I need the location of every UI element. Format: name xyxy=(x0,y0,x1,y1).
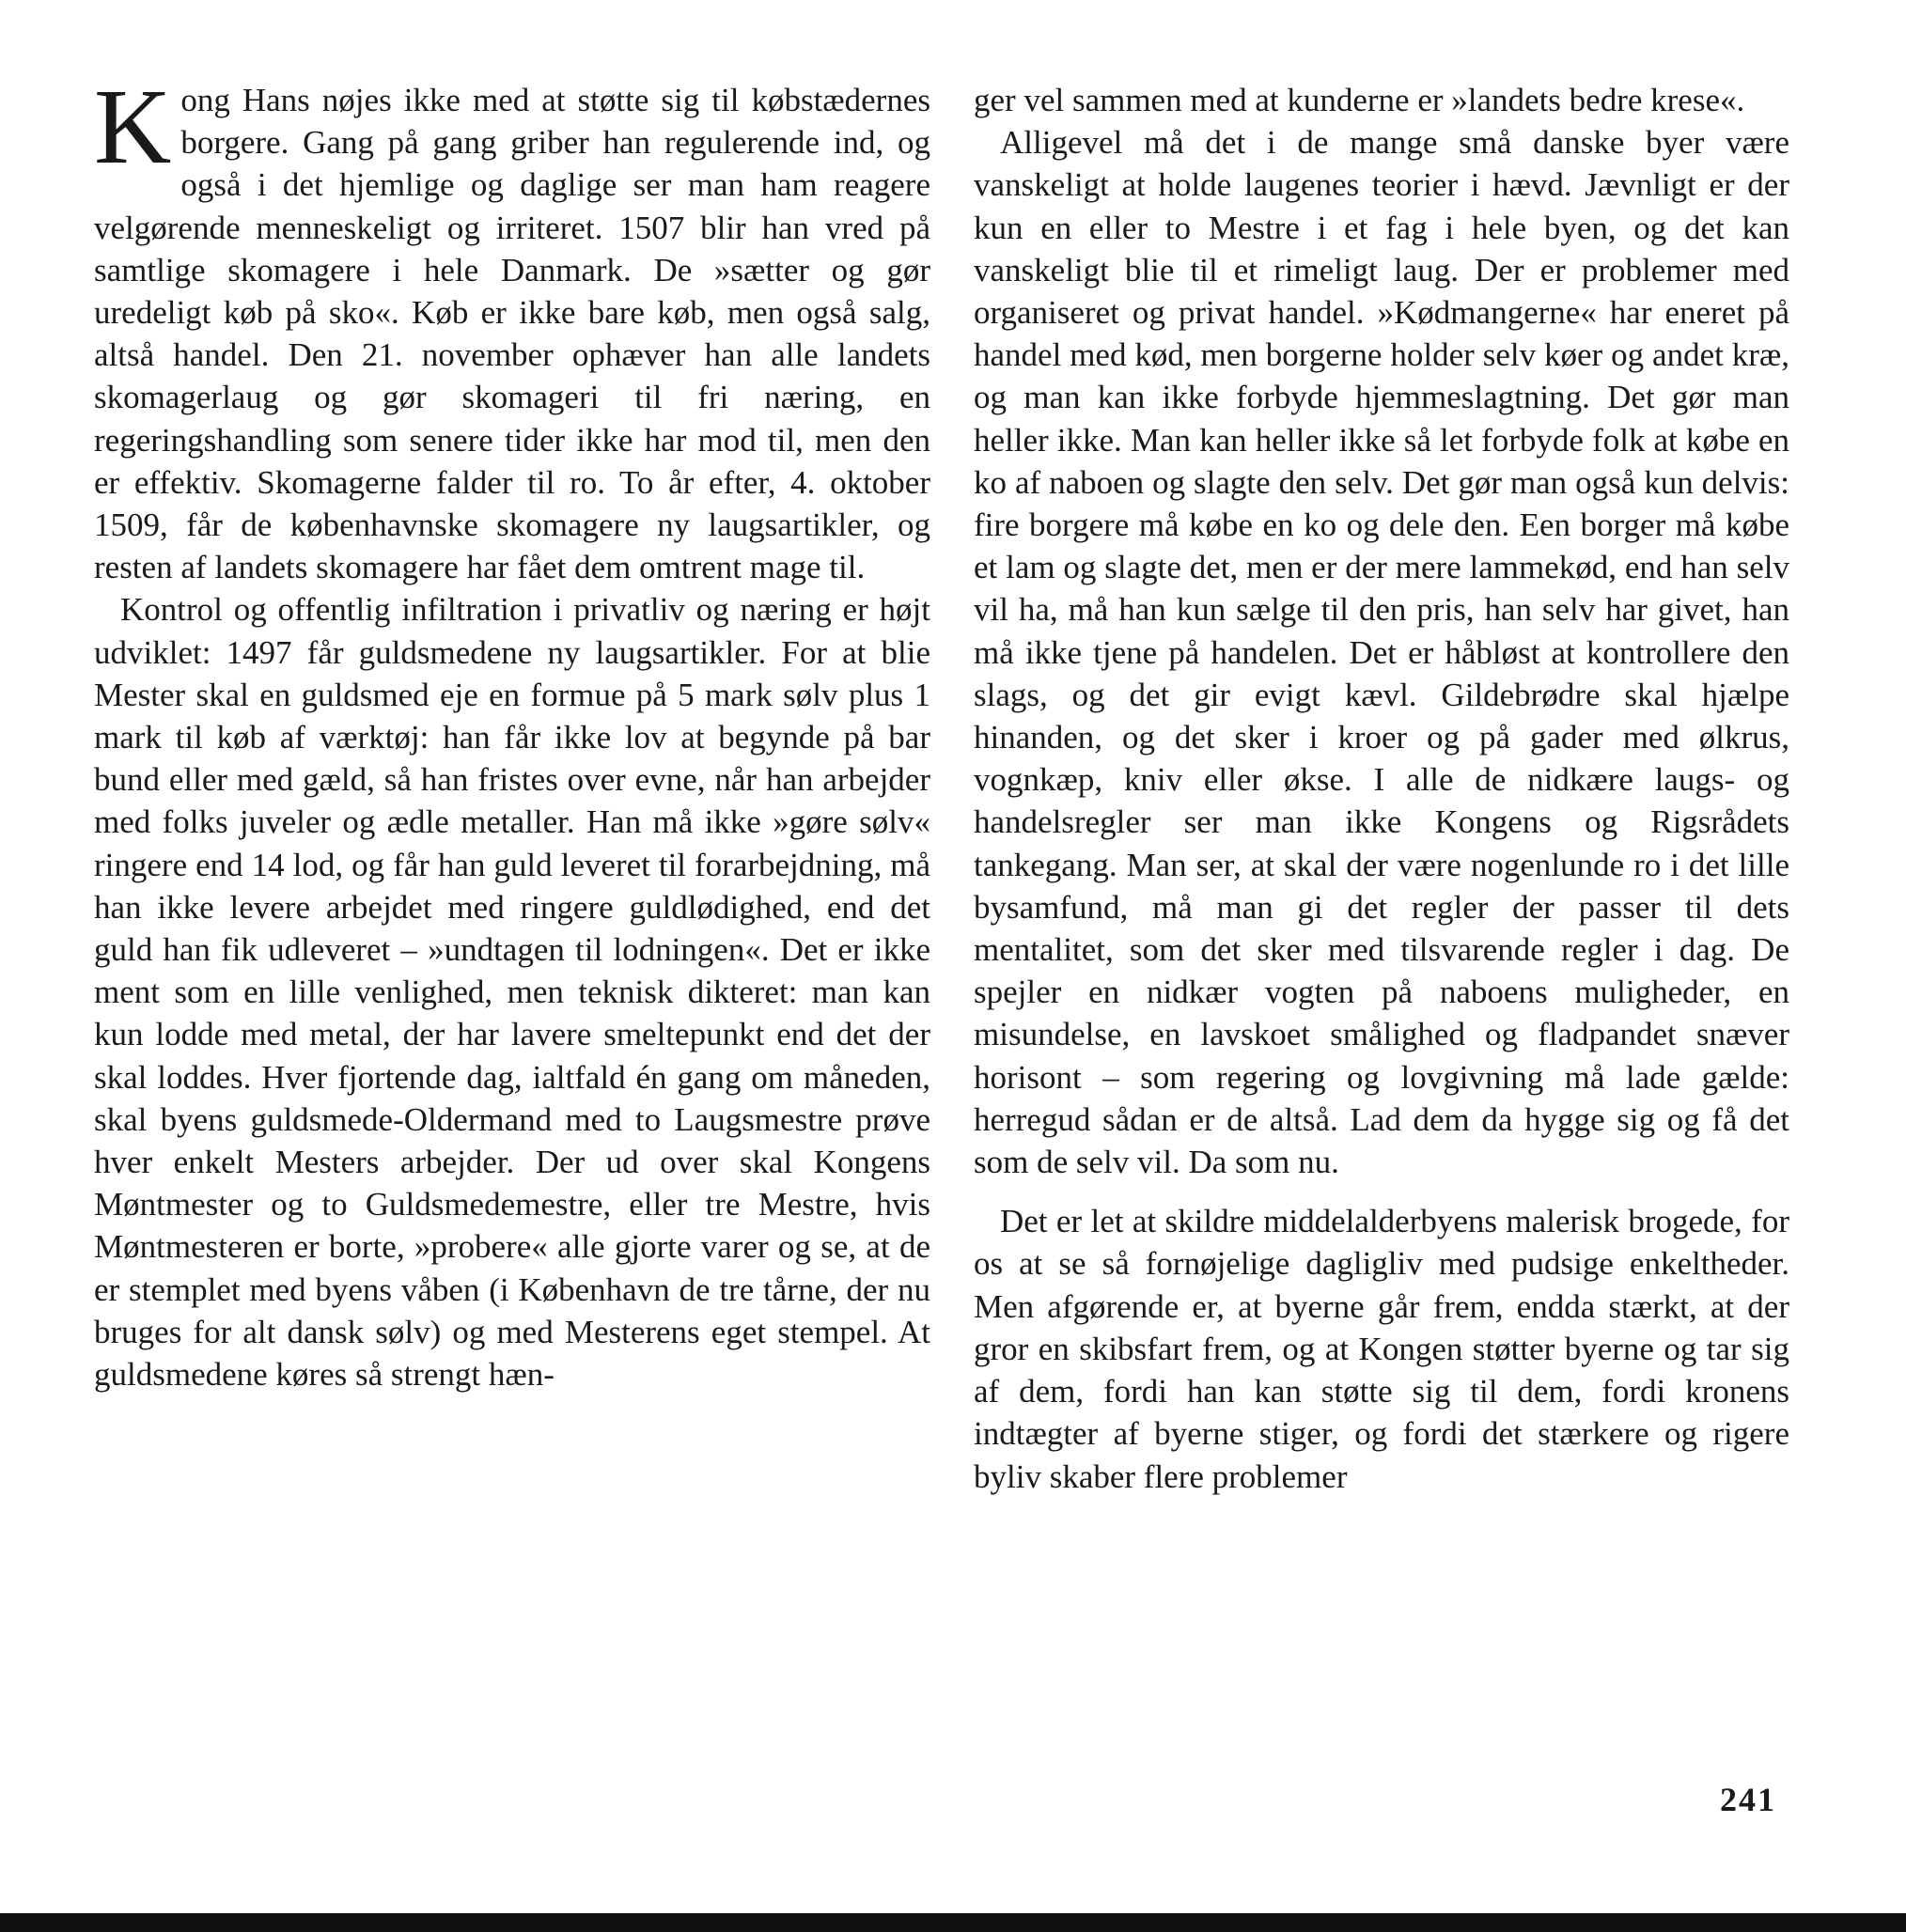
page-number: 241 xyxy=(1720,1781,1776,1818)
drop-cap-letter: K xyxy=(94,67,172,186)
left-paragraph-1-text: ong Hans nøjes ikke med at støtte sig til købstædernes borgere. Gang på gang griber han regulerende ind, og også i det hjemlige og daglige ser man ham reagere velgørende menneskeligt og irriteret. 1507 blir han vred på samtlige skomagere i hele Danmark. De »sætter og gør uredeligt køb på sko«. Køb er ikke bare køb, men også salg, altså handel. Den 21. november ophæver han alle landets skomagerlaug og gør skomageri til fri næring, en regeringshandling som senere tider ikke har mod til, men den er effektiv. Skomagerne falder til ro. To år efter, 4. oktober 1509, får de københavnske skomagere ny laugsartikler, og resten af landets skomagere har fået dem omtrent mage til. xyxy=(94,82,930,586)
right-paragraph-1: ger vel sammen med at kunderne er »landets bedre krese«. xyxy=(974,82,1745,118)
left-paragraph-1 xyxy=(94,67,930,588)
bottom-edge-band xyxy=(0,1913,1906,1932)
right-paragraph-2: Alligevel må det i de mange små danske byer være vanskeligt at holde laugenes teorier i hævd. Jævnligt er der kun en eller to Mestre i et fag i hele byen, og det kan vanskeligt blie til et rimeligt laug. Der er problemer med organiseret og privat handel. »Kødmangerne« har eneret på handel med kød, men borgerne holder selv køer og andet kræ, og man kan ikke forbyde hjemmeslagtning. Det gør man heller ikke. Man kan heller ikke så let forbyde folk at købe en ko af naboen og slagte den selv. Det gør man også kun delvis: fire borgere må købe en ko og dele den. Een borger må købe et lam og slagte det, men er der mere lammekød, end han selv vil ha, må han kun sælge til den pris, han selv har givet, han må ikke tjene på handelen. Det er håbløst at kontrollere den slags, og det gir evigt kævl. Gildebrødre skal hjælpe hinanden, og det sker i kroer og på gader med ølkrus, vognkæp, kniv eller økse. I alle de nidkære laugs- og handelsregler ser man ikke Kongens og Rigsrådets tankegang. Man ser, at skal der være nogenlunde ro i det lille bysamfund, må man gi det regler der passer til dets mentalitet, som det sker med tilsvarende regler i dag. De spejler en nidkær vogten på naboens muligheder, en misundelse, en lavskoet smålighed og fladpandet snæver horisont – som regering og lovgivning må lade gælde: herregud sådan er de altså. Lad dem da hygge sig og få det som de selv vil. Da som nu. xyxy=(974,124,1789,1181)
right-paragraph-3: Det er let at skildre middelalderbyens malerisk brogede, for os at se så fornøjelige dagligliv med pudsige enkeltheder. Men afgørende er, at byerne går frem, endda stærkt, at der gror en skibsfart frem, og at Kongen støtter byerne og tar sig af dem, fordi han kan støtte sig til dem, fordi kronens indtægter af byerne stiger, og fordi det stærkere og rigere byliv skaber flere problemer xyxy=(974,1203,1789,1495)
left-text-column xyxy=(94,67,930,1395)
right-text-column xyxy=(974,79,1789,1498)
left-paragraph-2: Kontrol og offentlig infiltration i privatliv og næring er højt udviklet: 1497 får guldsmedene ny laugsartikler. For at blie Mester skal en guldsmed eje en formue på 5 mark sølv plus 1 mark til køb af værktøj: han får ikke lov at begynde på bar bund eller med gæld, så han fristes over evne, når han arbejder med folks juveler og ædle metaller. Han må ikke »gøre sølv« ringere end 14 lod, og får han guld leveret til forarbejdning, må han ikke levere arbejdet med ringere guldlødighed, end det guld han fik udleveret – »undtagen til lodningen«. Det er ikke ment som en lille venlighed, men teknisk dikteret: man kan kun lodde med metal, der har lavere smeltepunkt end det der skal loddes. Hver fjortende dag, ialtfald én gang om måneden, skal byens guldsmede-Oldermand med to Laugsmestre prøve hver enkelt Mesters arbejder. Der ud over skal Kongens Møntmester og to Guldsmedemestre, eller tre Mestre, hvis Møntmesteren er borte, »probere« alle gjorte varer og se, at de er stemplet med byens våben (i København de tre tårne, der nu bruges for alt dansk sølv) og med Mesterens eget stempel. At guldsmedene køres så strengt hæn- xyxy=(94,591,930,1394)
